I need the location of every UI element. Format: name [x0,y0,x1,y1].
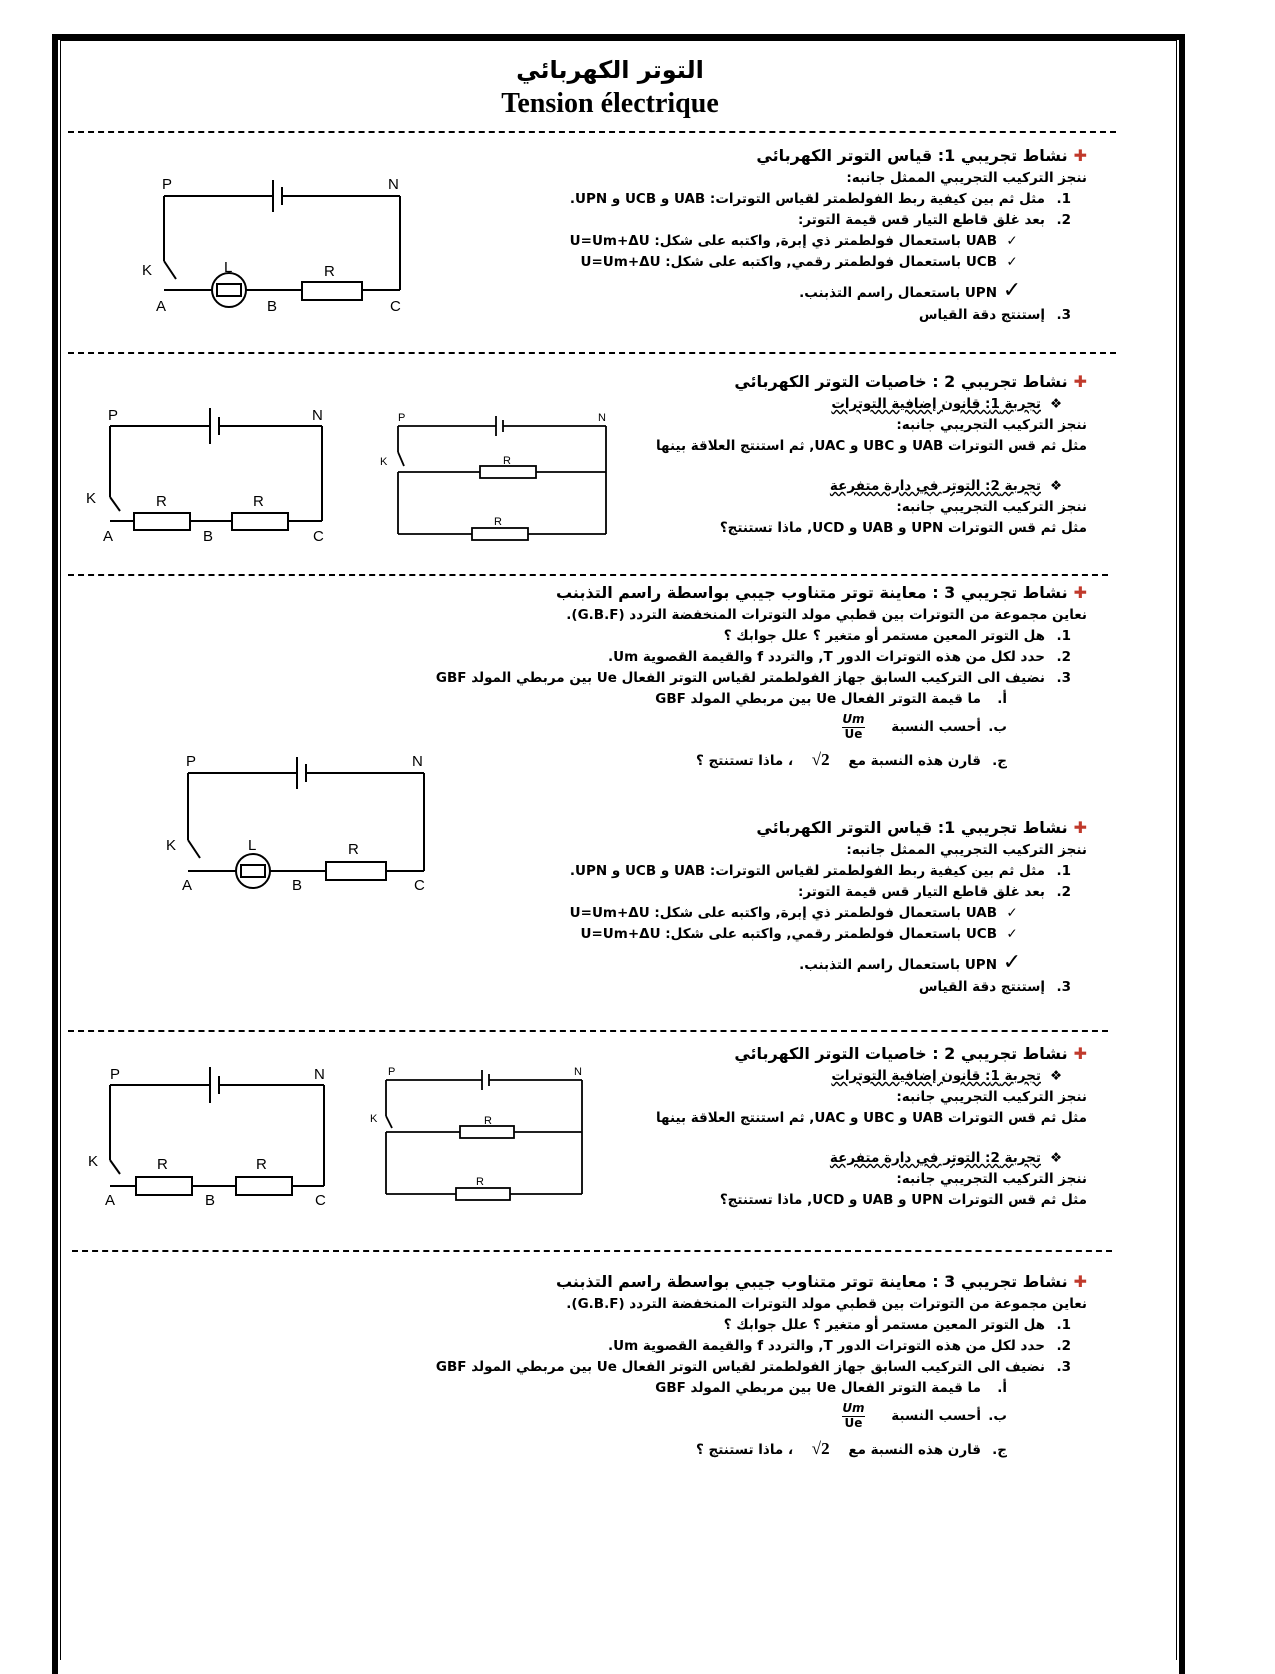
label-C: C [390,298,401,315]
activity-3-section [436,583,1087,774]
label-R: R [484,1115,492,1127]
circuit-diagram-lamp-resistor [164,752,424,892]
question-text: حدد لكل من هذه التوترات الدور T, والتردد f والقيمة القصوية Um. [608,1338,1045,1354]
intro-text: ننجز التركيب التجريبي جانبه: [896,417,1087,433]
sqrt-expression: √2 [811,1439,830,1458]
check-text: UCB باستعمال فولطمتر رقمي, واكتبه على شكل: U=Um+ΔU [580,254,997,270]
question-text: ما قيمة التوتر الفعال Ue بين مربطي المولد GBF [655,1380,981,1396]
intro-text: نعاين مجموعة من التوترات بين قطبي مولد التوترات المنخفضة التردد (G.B.F). [566,607,1087,623]
question-text: مثل ثم قس التوترات UAB و UBC و UAC, ثم استنتج العلاقة بينها [655,1110,1087,1126]
circuit-diagram-parallel [378,410,608,540]
intro-text: ننجز التركيب التجريبي جانبه: [896,499,1087,515]
label-K: K [88,1153,99,1170]
label-N: N [412,753,423,770]
activity-heading: نشاط تجريبي 3 : معاينة توتر متناوب جيبي بواسطة راسم التذبنب [555,583,1068,602]
intro-text: ننجز التركيب التجريبي الممثل جانبه: [846,170,1087,186]
check-text: UCB باستعمال فولطمتر رقمي, واكتبه على شكل: U=Um+ΔU [580,926,997,942]
page-title-fr: Tension électrique [501,88,719,119]
label-R: R [503,455,511,467]
label-B: B [203,528,214,545]
separator [68,131,1116,133]
label-K: K [380,456,388,468]
question-text: قارن هذه النسبة مع [848,753,981,769]
arrow-icon: ✚ [1073,583,1087,602]
question-text: نضيف الى التركيب السابق جهاز الفولطمتر لقياس التوتر الفعال Ue بين مربطي المولد GBF [435,670,1045,686]
activity-heading: نشاط تجريبي 1: قياس التوتر الكهربائي [756,146,1068,165]
item-number: 3. [1056,1359,1071,1375]
check-icon: ✓ [1002,950,1022,975]
question-text: نضيف الى التركيب السابق جهاز الفولطمتر لقياس التوتر الفعال Ue بين مربطي المولد GBF [435,1359,1045,1375]
arrow-icon: ✚ [1073,372,1087,391]
page-title-ar: التوتر الكهربائي [516,56,704,84]
label-K: K [166,837,177,854]
activity-3-section-repeat [436,1272,1087,1463]
label-A: A [105,1192,116,1209]
label-N: N [388,176,399,193]
experiment-title: تجربة 2: التوتر في دارة متفرعة [829,478,1041,494]
label-R: R [156,493,167,510]
question-text: إستنتج دقة القياس [918,307,1045,323]
activity-heading: نشاط تجريبي 2 : خاصيات التوتر الكهربائي [734,372,1068,391]
check-icon: ✓ [1006,905,1018,921]
activity-2-section-repeat [656,1044,1087,1213]
arrow-icon: ✚ [1073,146,1087,165]
question-text: مثل ثم قس التوترات UAB و UBC و UAC, ثم استنتج العلاقة بينها [655,438,1087,454]
label-A: A [156,298,167,315]
diamond-bullet-icon: ❖ [1049,396,1063,412]
item-number: 3. [1056,979,1071,995]
label-C: C [414,877,425,894]
label-P: P [162,176,173,193]
intro-text: ننجز التركيب التجريبي جانبه: [896,1171,1087,1187]
question-text: قارن هذه النسبة مع [848,1442,981,1458]
diamond-bullet-icon: ❖ [1049,1068,1063,1084]
activity-heading: نشاط تجريبي 3 : معاينة توتر متناوب جيبي بواسطة راسم التذبنب [555,1272,1068,1291]
item-number: 1. [1056,628,1071,644]
circuit-diagram-parallel [366,1066,596,1196]
label-B: B [205,1192,216,1209]
label-N: N [574,1066,582,1078]
circuit-diagram-series [86,403,330,545]
question-text: ما قيمة التوتر الفعال Ue بين مربطي المولد GBF [655,691,981,707]
label-C: C [315,1192,326,1209]
label-P: P [388,1066,396,1078]
item-number: 1. [1056,1317,1071,1333]
label-K: K [86,490,97,507]
activity-2-section [656,372,1087,541]
item-letter: ج. [992,1442,1007,1458]
sqrt-expression: √2 [811,750,830,769]
arrow-icon: ✚ [1073,818,1087,837]
item-letter: أ. [997,691,1007,707]
question-text: أحسب النسبة [891,719,981,735]
item-letter: ج. [992,753,1007,769]
check-icon: ✓ [1006,233,1018,249]
separator [68,574,1108,576]
question-text: مثل ثم قس التوترات UPN و UAB و UCD, ماذا تستنتج؟ [719,1192,1087,1208]
activity-1-section-repeat [570,818,1087,1000]
experiment-title: تجربة 1: قانون إضافية التوترات [831,1068,1041,1084]
question-text: ، ماذا تستنتج ؟ [695,753,794,769]
fraction: $\frac{Um}{Ue}$ [842,1401,865,1430]
intro-text: ننجز التركيب التجريبي الممثل جانبه: [846,842,1087,858]
question-text: حدد لكل من هذه التوترات الدور T, والتردد f والقيمة القصوية Um. [608,649,1045,665]
item-number: 2. [1056,1338,1071,1354]
label-L: L [248,837,257,854]
question-text: ، ماذا تستنتج ؟ [695,1442,794,1458]
label-B: B [267,298,278,315]
question-text: مثل ثم بين كيفية ربط الفولطمتر لقياس التوترات: UAB و UCB و UPN. [569,863,1045,879]
circuit-diagram-lamp-resistor [140,175,400,315]
circuit-diagram-series [88,1062,330,1209]
label-L: L [224,259,233,276]
check-text: UPN باستعمال راسم التذبنب. [799,957,997,973]
separator [68,1030,1108,1032]
item-letter: ب. [988,1408,1007,1424]
item-letter: ب. [988,719,1007,735]
activity-heading: نشاط تجريبي 2 : خاصيات التوتر الكهربائي [734,1044,1068,1063]
item-number: 2. [1056,884,1071,900]
experiment-title: تجربة 1: قانون إضافية التوترات [831,396,1041,412]
activity-heading: نشاط تجريبي 1: قياس التوتر الكهربائي [756,818,1068,837]
arrow-icon: ✚ [1073,1044,1087,1063]
diamond-bullet-icon: ❖ [1049,1150,1063,1166]
item-number: 2. [1056,649,1071,665]
fraction: $\frac{Um}{Ue}$ [842,712,865,741]
label-N: N [312,407,323,424]
label-N: N [314,1066,325,1083]
label-P: P [108,407,119,424]
check-text: UAB باستعمال فولطمتر ذي إبرة, واكتبه على شكل: U=Um+ΔU [569,233,997,249]
question-text: بعد غلق قاطع التيار قس قيمة التوتر: [797,212,1045,228]
label-P: P [398,412,406,424]
label-N: N [598,412,606,424]
item-number: 1. [1056,191,1071,207]
check-icon: ✓ [1002,278,1022,303]
experiment-title: تجربة 2: التوتر في دارة متفرعة [829,1150,1041,1166]
check-icon: ✓ [1006,926,1018,942]
label-R: R [348,841,359,858]
item-number: 1. [1056,863,1071,879]
label-P: P [110,1066,121,1083]
label-R: R [253,493,264,510]
intro-text: نعاين مجموعة من التوترات بين قطبي مولد التوترات المنخفضة التردد (G.B.F). [566,1296,1087,1312]
label-C: C [313,528,324,545]
question-text: أحسب النسبة [891,1408,981,1424]
label-R: R [256,1156,267,1173]
item-number: 3. [1056,670,1071,686]
diamond-bullet-icon: ❖ [1049,478,1063,494]
question-text: مثل ثم قس التوترات UPN و UAB و UCD, ماذا تستنتج؟ [719,520,1087,536]
label-R: R [476,1176,484,1188]
arrow-icon: ✚ [1073,1272,1087,1291]
label-K: K [370,1113,378,1125]
item-number: 3. [1056,307,1071,323]
item-letter: أ. [997,1380,1007,1396]
separator [68,352,1116,354]
question-text: هل التوتر المعين مستمر أو متغير ؟ علل جوابك ؟ [723,628,1045,644]
label-B: B [292,877,303,894]
activity-1-section [570,146,1087,328]
intro-text: ننجز التركيب التجريبي جانبه: [896,1089,1087,1105]
label-R: R [494,516,502,528]
question-text: إستنتج دقة القياس [918,979,1045,995]
label-P: P [186,753,197,770]
question-text: هل التوتر المعين مستمر أو متغير ؟ علل جوابك ؟ [723,1317,1045,1333]
label-A: A [103,528,114,545]
label-R: R [157,1156,168,1173]
label-A: A [182,877,193,894]
item-number: 2. [1056,212,1071,228]
label-K: K [142,262,153,279]
label-R: R [324,263,335,280]
check-text: UPN باستعمال راسم التذبنب. [799,285,997,301]
check-icon: ✓ [1006,254,1018,270]
separator [72,1250,1112,1252]
check-text: UAB باستعمال فولطمتر ذي إبرة, واكتبه على شكل: U=Um+ΔU [569,905,997,921]
question-text: بعد غلق قاطع التيار قس قيمة التوتر: [797,884,1045,900]
question-text: مثل ثم بين كيفية ربط الفولطمتر لقياس التوترات: UAB و UCB و UPN. [569,191,1045,207]
